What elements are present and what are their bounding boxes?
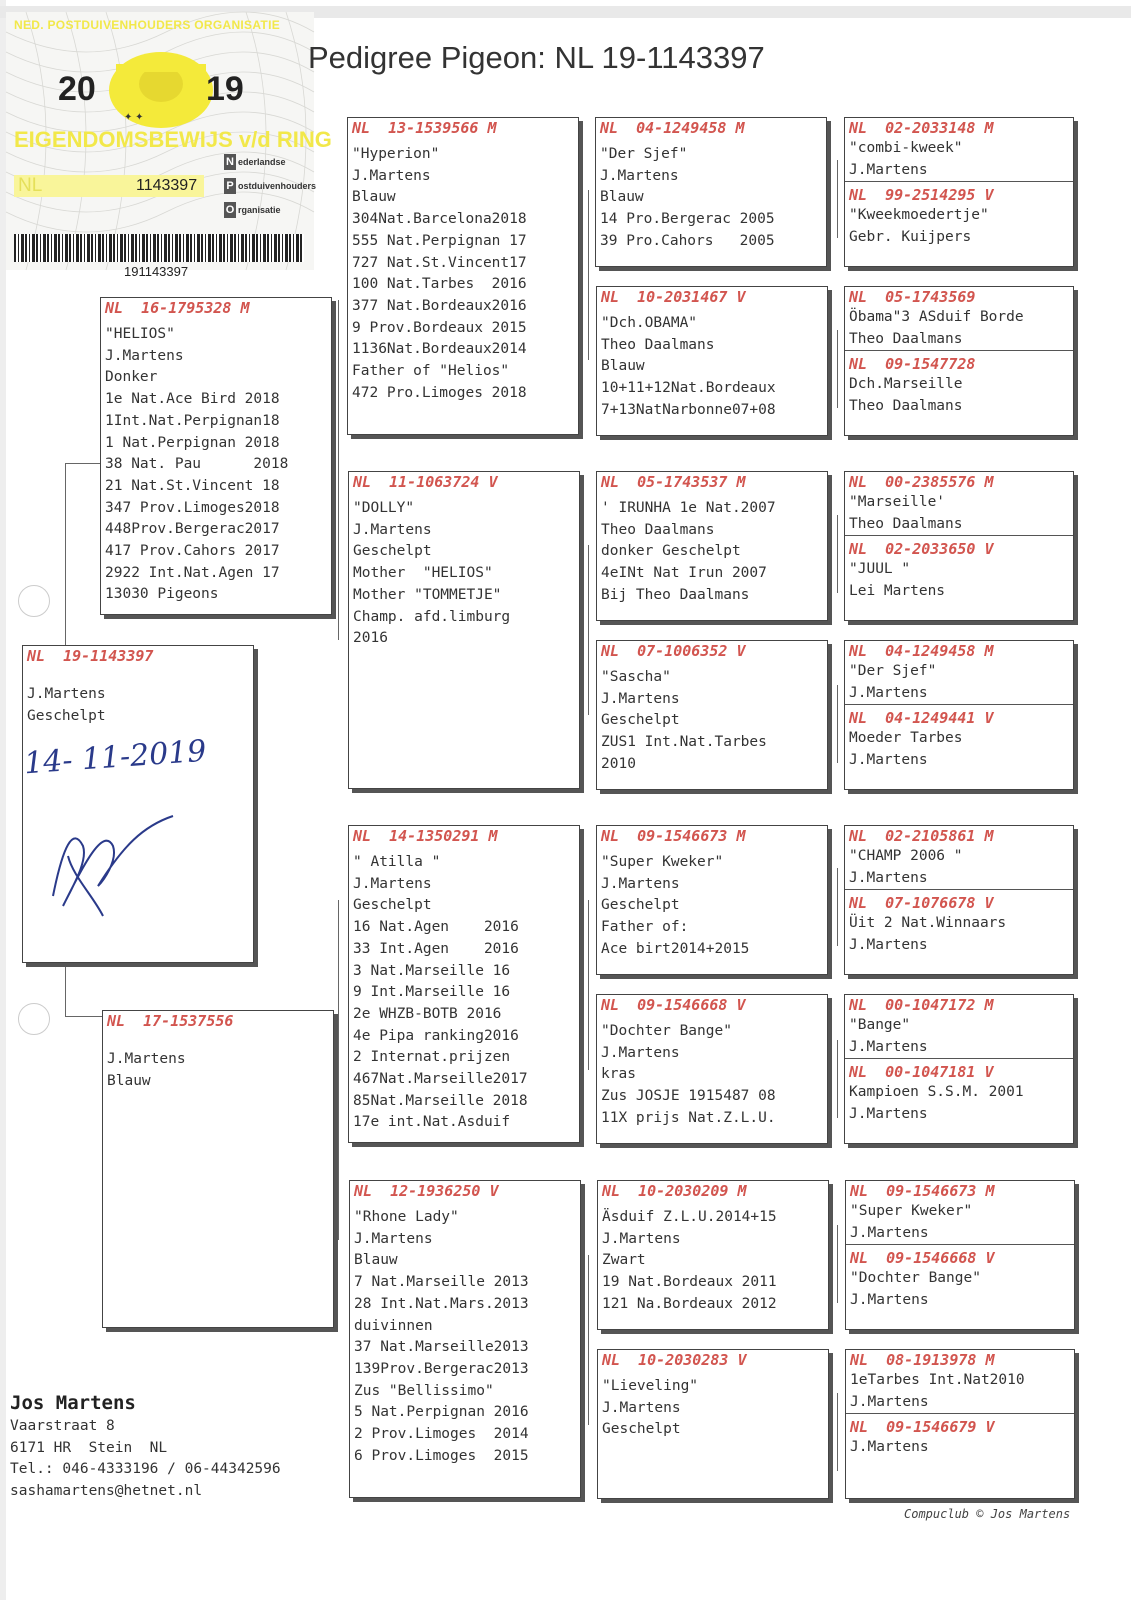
gen4-line: J.Martens — [849, 869, 928, 886]
ggp-line: Geschelpt — [601, 897, 680, 914]
gen4-box-7 — [845, 1180, 1075, 1330]
ring-number: 1143397 — [136, 177, 198, 194]
grandparent-line: 9 Prov.Bordeaux 2015 — [352, 319, 527, 336]
connector-dam — [65, 1016, 103, 1017]
ggp-line: 7+13NatNarbonne07+08 — [601, 401, 776, 418]
grandparent-line: Mother "HELIOS" — [353, 565, 493, 582]
sire-line: J.Martens — [105, 347, 184, 364]
ggp-line: Äsduif Z.L.U.2014+15 — [602, 1209, 777, 1225]
gen4-divider — [845, 535, 1073, 536]
binder-hole-2 — [18, 1003, 50, 1035]
ggp-ring: NL 10-2031467 V — [601, 288, 746, 306]
grandparent-line: 467Nat.Marseille2017 — [353, 1071, 528, 1088]
ggp-line: 14 Pro.Bergerac 2005 — [600, 211, 775, 228]
gen4-line: J.Martens — [849, 937, 928, 954]
sire-line: 1Int.Nat.Perpignan18 — [105, 412, 280, 429]
grandparent-line: Blauw — [354, 1252, 398, 1269]
svg-text:✦ ✦: ✦ ✦ — [124, 112, 144, 123]
ggp-line: J.Martens — [602, 1230, 681, 1247]
gen4-line: J.Martens — [850, 1393, 929, 1410]
grandparent-box-4 — [349, 1180, 581, 1498]
great-grandparent-box-4 — [596, 640, 828, 790]
gen4-divider — [845, 704, 1073, 705]
gen4-ring: NL 00-1047181 V — [849, 1063, 994, 1082]
connector-h2 — [837, 330, 838, 408]
gen4-line: "JUUL " — [849, 561, 911, 578]
ggp-line: Geschelpt — [601, 712, 680, 729]
gen4-box-8 — [845, 1349, 1075, 1499]
ggp-line: 10+11+12Nat.Bordeaux — [601, 380, 776, 397]
grandparent-line: "DOLLY" — [353, 500, 415, 516]
sire-line: "HELIOS" — [105, 326, 175, 342]
great-grandparent-box-1 — [595, 117, 827, 267]
barcode — [14, 234, 304, 262]
ggp-line: Father of: — [601, 919, 689, 936]
sire-box — [100, 297, 332, 615]
great-grandparent-box-5 — [596, 825, 828, 975]
owner-name: Jos Martens — [10, 1392, 136, 1414]
gen4-divider — [845, 181, 1073, 182]
gen4-divider — [845, 350, 1073, 351]
grandparent-ring: NL 12-1936250 V — [354, 1182, 499, 1200]
grandparent-line: 2 Internat.prijzen — [353, 1049, 511, 1066]
great-grandparent-box-3 — [596, 471, 828, 621]
gen4-line: J.Martens — [849, 1038, 928, 1055]
owner-info — [10, 1390, 281, 1503]
gen4-ring: NL 05-1743569 — [849, 288, 976, 306]
gen4-line: Moeder Tarbes — [849, 730, 963, 747]
connector-h8 — [837, 1393, 838, 1471]
gen4-ring: NL 08-1913978 M — [850, 1351, 995, 1369]
grandparent-line: J.Martens — [353, 875, 432, 892]
page-title: Pedigree Pigeon: NL 19-1143397 — [308, 40, 765, 75]
gen4-line: J.Martens — [849, 1106, 928, 1123]
ggp-line: J.Martens — [602, 1399, 681, 1416]
connector-g4 — [588, 1255, 589, 1425]
grandparent-line: 7 Nat.Marseille 2013 — [354, 1274, 529, 1291]
grandparent-line: 2016 — [353, 630, 388, 647]
connector-h3 — [837, 515, 838, 593]
grandparent-line: Zus "Bellissimo" — [354, 1382, 494, 1399]
gen4-divider — [846, 1413, 1074, 1414]
ggp-line: "Dochter Bange" — [601, 1023, 732, 1039]
grandparent-box-3 — [348, 825, 580, 1143]
grandparent-line: duivinnen — [354, 1317, 433, 1334]
grandparent-line: Mother "TOMMETJE" — [353, 586, 502, 603]
gen4-box-5 — [844, 825, 1074, 975]
grandparent-line: 28 Int.Nat.Mars.2013 — [354, 1295, 529, 1312]
gen4-line: 1eTarbes Int.Nat2010 — [850, 1372, 1025, 1388]
gen4-ring: NL 02-2105861 M — [849, 827, 994, 845]
gen4-line: "Marseille' — [849, 494, 946, 510]
grandparent-line: 139Prov.Bergerac2013 — [354, 1360, 529, 1377]
grandparent-line: Champ. afd.limburg — [353, 608, 511, 625]
ggp-ring: NL 04-1249458 M — [600, 119, 745, 137]
gen4-line: "combi-kweek" — [849, 140, 963, 156]
grandparent-line: Father of "Helios" — [352, 363, 510, 380]
gen4-ring: NL 00-1047172 M — [849, 996, 994, 1014]
ggp-line: Blauw — [600, 189, 644, 206]
gen4-line: "CHAMP 2006 " — [849, 848, 963, 864]
ggp-line: Blauw — [601, 358, 645, 375]
org-line-1: N ederlandse — [224, 154, 314, 170]
grandparent-line: 16 Nat.Agen 2016 — [353, 919, 519, 936]
ggp-line: Ace birt2014+2015 — [601, 940, 750, 957]
gen4-box-1 — [844, 117, 1074, 267]
gen4-line: Theo Daalmans — [849, 330, 963, 347]
great-grandparent-box-8 — [597, 1349, 829, 1499]
great-grandparent-box-7 — [597, 1180, 829, 1330]
organization-name: NED. POSTDUIVENHOUDERS ORGANISATIE — [14, 18, 281, 32]
ggp-line: Theo Daalmans — [601, 521, 715, 538]
connector-g2 — [588, 545, 589, 715]
ggp-line: 121 Na.Bordeaux 2012 — [602, 1295, 777, 1312]
grandparent-line: Blauw — [352, 189, 396, 206]
owner-line: 6171 HR Stein NL — [10, 1439, 168, 1456]
sire-line: 13030 Pigeons — [105, 586, 219, 603]
gen4-line: Öbama"3 ASduif Borde — [849, 309, 1024, 325]
grandparent-line: 37 Nat.Marseille2013 — [354, 1339, 529, 1356]
gen4-line: J.Martens — [850, 1224, 929, 1241]
grandparent-line: 304Nat.Barcelona2018 — [352, 211, 527, 228]
gen4-line: J.Martens — [850, 1292, 929, 1309]
ggp-line: 11X prijs Nat.Z.L.U. — [601, 1109, 776, 1126]
ggp-line: Geschelpt — [602, 1421, 681, 1438]
grandparent-line: 85Nat.Marseille 2018 — [353, 1092, 528, 1109]
ggp-line: 2010 — [601, 755, 636, 772]
dam-line: J.Martens — [107, 1051, 186, 1067]
grandparent-line: "Hyperion" — [352, 146, 440, 162]
ggp-line: "Lieveling" — [602, 1378, 699, 1394]
gen4-line: Gebr. Kuijpers — [849, 229, 972, 246]
dam-box — [102, 1010, 334, 1328]
gen4-divider — [845, 1058, 1073, 1059]
ggp-line: "Sascha" — [601, 669, 671, 685]
gen4-line: "Kweekmoedertje" — [849, 207, 989, 224]
grandparent-line: 1136Nat.Bordeaux2014 — [352, 341, 527, 358]
sire-line: Donker — [105, 369, 158, 386]
gen4-ring: NL 04-1249441 V — [849, 709, 994, 728]
sire-line: 417 Prov.Cahors 2017 — [105, 543, 280, 560]
gen4-ring: NL 09-1546673 M — [850, 1182, 995, 1200]
gen4-ring: NL 04-1249458 M — [849, 642, 994, 660]
grandparent-box-1 — [347, 117, 579, 435]
ggp-line: 39 Pro.Cahors 2005 — [600, 232, 775, 249]
ggp-line: kras — [601, 1066, 636, 1083]
gen4-line: Üit 2 Nat.Winnaars — [849, 915, 1007, 932]
sire-line: 347 Prov.Limoges2018 — [105, 499, 280, 516]
grandparent-box-2 — [348, 471, 580, 789]
ggp-line: "Dch.OBAMA" — [601, 315, 698, 331]
org-line-3: O rganisatie — [225, 204, 281, 216]
ggp-ring: NL 10-2030209 M — [602, 1182, 747, 1200]
gen4-line: "Bange" — [849, 1017, 911, 1033]
gen4-line: J.Martens — [849, 752, 928, 769]
gen4-divider — [845, 889, 1073, 890]
subject-ring: NL 19-1143397 — [27, 647, 154, 665]
gen4-ring: NL 02-2033148 M — [849, 119, 994, 137]
ring-ownership-card — [6, 12, 332, 279]
gen4-box-6 — [844, 994, 1074, 1144]
great-grandparent-box-6 — [596, 994, 828, 1144]
ggp-line: ' IRUNHA 1e Nat.2007 — [601, 500, 776, 516]
owner-line: Vaarstraat 8 — [10, 1418, 115, 1434]
gen4-line: Dch.Marseille — [849, 376, 963, 393]
ggp-ring: NL 09-1546668 V — [601, 996, 746, 1014]
connector-h6 — [837, 1040, 838, 1118]
ggp-ring: NL 05-1743537 M — [601, 473, 746, 491]
ggp-line: donker Geschelpt — [601, 543, 741, 560]
ggp-line: ZUS1 Int.Nat.Tarbes — [601, 734, 767, 751]
gen4-box-2 — [844, 286, 1074, 436]
grandparent-line: J.Martens — [354, 1230, 433, 1247]
barcode-number: 191143397 — [124, 264, 189, 279]
grandparent-ring: NL 14-1350291 M — [353, 827, 498, 845]
footer-credit: Compuclub © Jos Martens — [904, 1507, 1071, 1521]
grandparent-ring: NL 13-1539566 M — [352, 119, 497, 137]
gen4-line: "Dochter Bange" — [850, 1270, 981, 1287]
gen4-ring: NL 00-2385576 M — [849, 473, 994, 491]
gen4-box-3 — [844, 471, 1074, 621]
ggp-line: "Der Sjef" — [600, 146, 688, 162]
connector-dam-parents — [338, 900, 339, 1240]
grandparent-line: 100 Nat.Tarbes 2016 — [352, 276, 527, 293]
gen4-line: Theo Daalmans — [849, 515, 963, 532]
ggp-line: J.Martens — [601, 690, 680, 707]
year-left: 20 — [58, 70, 96, 108]
grandparent-line: 17e int.Nat.Asduif — [353, 1114, 511, 1131]
gen4-ring: NL 07-1076678 V — [849, 894, 994, 913]
subject-line: J.Martens — [27, 686, 106, 702]
subject-box — [22, 645, 254, 963]
sire-line: 1e Nat.Ace Bird 2018 — [105, 391, 280, 408]
gen4-line: "Super Kweker" — [850, 1203, 973, 1219]
connector-h1 — [837, 160, 838, 238]
grandparent-line: 9 Int.Marseille 16 — [353, 984, 511, 1001]
ggp-ring: NL 10-2030283 V — [602, 1351, 747, 1369]
grandparent-ring: NL 11-1063724 V — [353, 473, 498, 491]
grandparent-line: 4e Pipa ranking2016 — [353, 1027, 519, 1044]
sire-line: 2922 Int.Nat.Agen 17 — [105, 564, 280, 581]
gen4-box-4 — [844, 640, 1074, 790]
owner-line: Tel.: 046-4333196 / 06-44342596 — [10, 1461, 281, 1478]
ggp-line: Bij Theo Daalmans — [601, 586, 750, 603]
grandparent-line: 6 Prov.Limoges 2015 — [354, 1447, 529, 1464]
gen4-ring: NL 09-1546668 V — [850, 1249, 995, 1268]
gen4-ring: NL 02-2033650 V — [849, 540, 994, 559]
gen4-ring: NL 09-1546679 V — [850, 1418, 995, 1437]
owner-email[interactable]: sashamartens@hetnet.nl — [10, 1483, 203, 1500]
year-right: 19 — [206, 70, 244, 108]
dam-line: Blauw — [107, 1072, 151, 1089]
sire-ring: NL 16-1795328 M — [105, 299, 250, 317]
gen4-line: J.Martens — [849, 161, 928, 178]
sire-line: 448Prov.Bergerac2017 — [105, 521, 280, 538]
ggp-line: 4eINt Nat Irun 2007 — [601, 565, 767, 582]
gen4-line: Lei Martens — [849, 583, 946, 600]
grandparent-line: 2 Prov.Limoges 2014 — [354, 1426, 529, 1443]
gen4-line: Theo Daalmans — [849, 398, 963, 415]
sire-line: 21 Nat.St.Vincent 18 — [105, 477, 280, 494]
ggp-line: J.Martens — [601, 875, 680, 892]
gen4-line: "Der Sjef" — [849, 663, 937, 679]
grandparent-line: 555 Nat.Perpignan 17 — [352, 232, 527, 249]
signature — [33, 786, 213, 926]
grandparent-line: J.Martens — [353, 521, 432, 538]
ownership-text: EIGENDOMSBEWIJS v/d RING — [14, 127, 332, 152]
subject-line: Geschelpt — [27, 707, 106, 724]
ggp-line: J.Martens — [601, 1044, 680, 1061]
dam-ring: NL 17-1537556 — [107, 1012, 234, 1030]
connector-g3 — [588, 900, 589, 1070]
sire-line: 1 Nat.Perpignan 2018 — [105, 434, 280, 451]
org-line-2: P ostduivenhouders — [224, 178, 314, 194]
ggp-line: Theo Daalmans — [601, 336, 715, 353]
connector-h5 — [837, 868, 838, 946]
connector-h7 — [837, 1225, 838, 1303]
gen4-ring: NL 09-1547728 — [849, 355, 976, 374]
binder-hole-1 — [18, 585, 50, 617]
grandparent-line: 377 Nat.Bordeaux2016 — [352, 297, 527, 314]
grandparent-line: 472 Pro.Limoges 2018 — [352, 384, 527, 401]
gen4-ring: NL 99-2514295 V — [849, 186, 994, 205]
great-grandparent-box-2 — [596, 286, 828, 436]
grandparent-line: 33 Int.Agen 2016 — [353, 940, 519, 957]
ring-country: NL — [18, 175, 43, 196]
connector-sire-parents — [338, 300, 339, 640]
ggp-line: 19 Nat.Bordeaux 2011 — [602, 1274, 777, 1291]
grandparent-line: " Atilla " — [353, 854, 441, 870]
connector-sire — [65, 463, 101, 464]
ggp-ring: NL 09-1546673 M — [601, 827, 746, 845]
ggp-line: Zus JOSJE 1915487 08 — [601, 1088, 776, 1105]
grandparent-line: 5 Nat.Perpignan 2016 — [354, 1404, 529, 1421]
ggp-line: Zwart — [602, 1252, 646, 1269]
connector-h4 — [837, 685, 838, 763]
gen4-line: J.Martens — [849, 684, 928, 701]
gen4-line: J.Martens — [850, 1439, 929, 1456]
grandparent-line: 727 Nat.St.Vincent17 — [352, 254, 527, 271]
signature-date: 14- 11-2019 — [23, 733, 208, 782]
sire-line: 38 Nat. Pau 2018 — [105, 456, 289, 473]
grandparent-line: Geschelpt — [353, 543, 432, 560]
gen4-line: Kampioen S.S.M. 2001 — [849, 1084, 1024, 1101]
gen4-divider — [846, 1244, 1074, 1245]
connector-g1 — [588, 190, 589, 360]
grandparent-line: J.Martens — [352, 167, 431, 184]
ggp-line: J.Martens — [600, 167, 679, 184]
grandparent-line: "Rhone Lady" — [354, 1209, 459, 1225]
ggp-ring: NL 07-1006352 V — [601, 642, 746, 660]
grandparent-line: 2e WHZB-BOTB 2016 — [353, 1005, 502, 1022]
ggp-line: "Super Kweker" — [601, 854, 724, 870]
grandparent-line: 3 Nat.Marseille 16 — [353, 962, 511, 979]
grandparent-line: Geschelpt — [353, 897, 432, 914]
